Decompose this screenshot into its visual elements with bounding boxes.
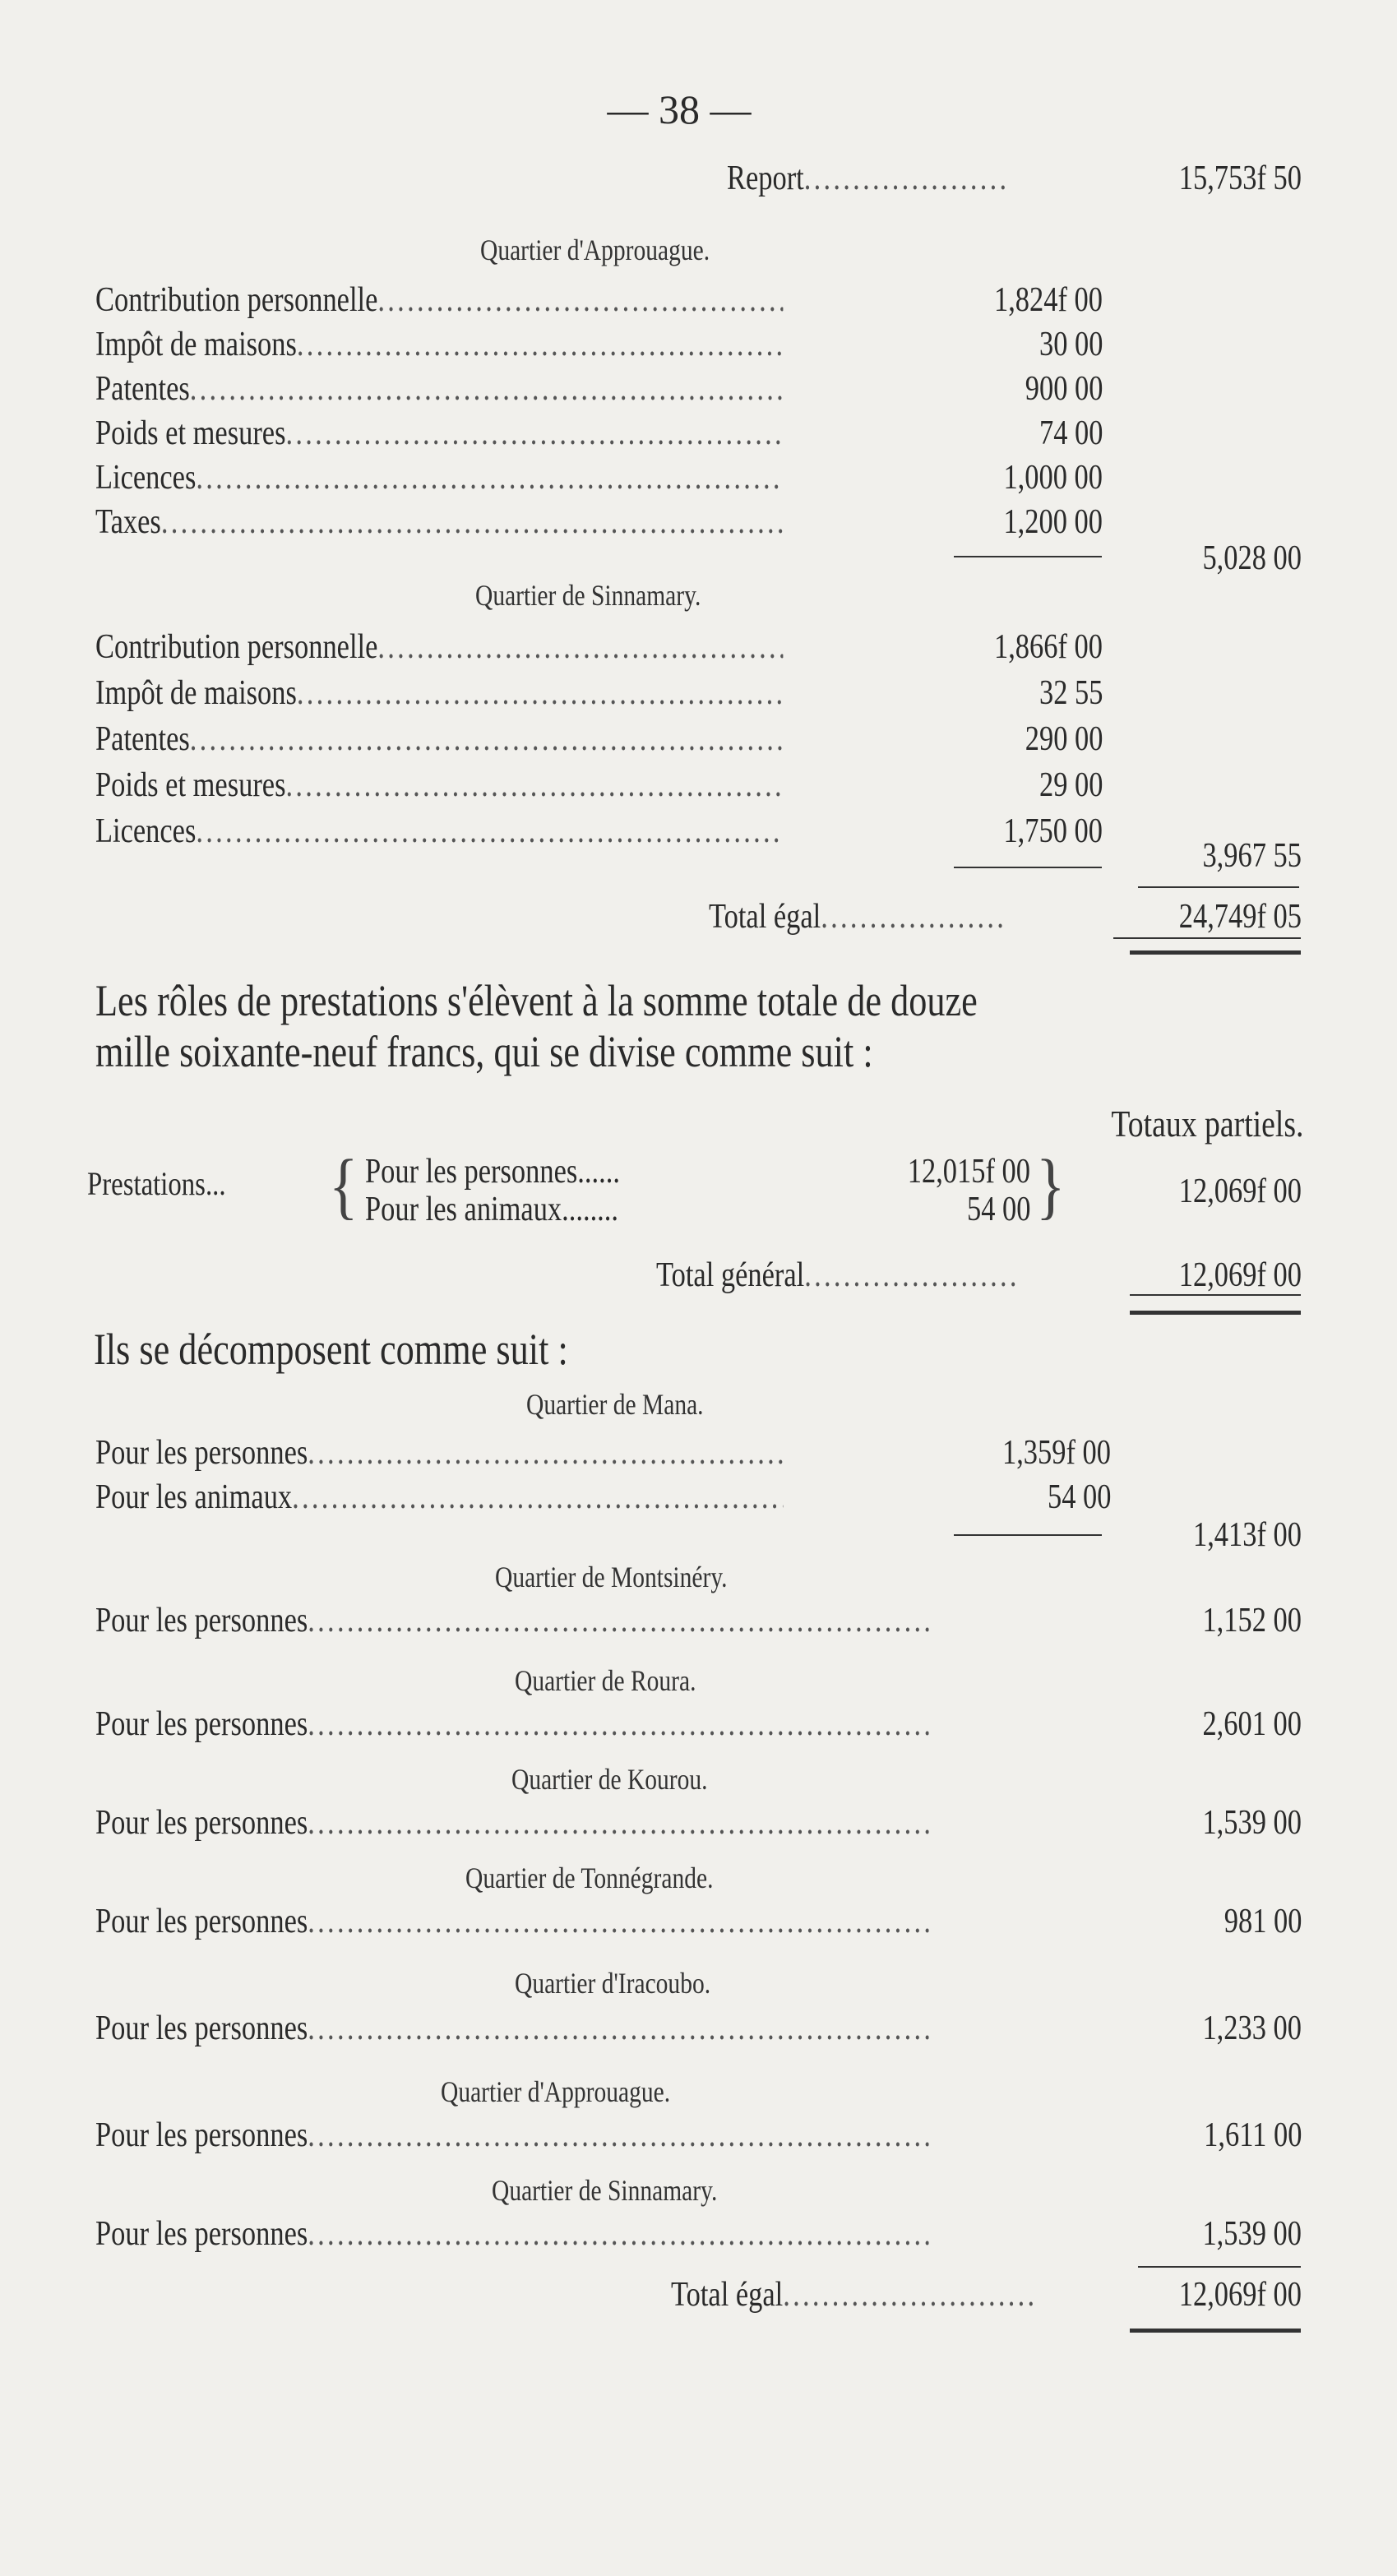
row-label: Pour les personnes	[95, 2215, 308, 2253]
section-title-iracoubo: Quartier d'Iracoubo.	[515, 1967, 711, 2000]
prestations-label: Prestations...	[87, 1165, 226, 1202]
row-label: Pour les personnes	[95, 2009, 308, 2047]
report-label: Report	[727, 160, 804, 197]
mana-amount-2: 54 00	[1047, 1478, 1111, 1516]
row-label: Contribution personnelle	[95, 281, 378, 319]
approuague-row-3	[95, 372, 783, 406]
total-label: Total égal	[709, 898, 821, 936]
mana-amount-1: 1,359f 00	[1001, 1434, 1111, 1472]
section-title-tonnegrande: Quartier de Tonnégrande.	[465, 1861, 714, 1894]
approuague-amount-3: 900 00	[1025, 370, 1103, 408]
row-label: Pour les personnes	[95, 1602, 308, 1639]
mana-row-1	[95, 1436, 783, 1470]
decomposent-heading: Ils se décomposent comme suit :	[94, 1325, 568, 1374]
row-label: Pour les personnes	[95, 1705, 308, 1743]
row-label: Pour les personnes	[95, 1903, 308, 1940]
section-title-sinnamary-2: Quartier de Sinnamary.	[492, 2174, 718, 2207]
montsinery-amount: 1,152 00	[1202, 1602, 1302, 1639]
mana-subtotal: 1,413f 00	[1192, 1516, 1302, 1554]
sinnamary-personnes-row	[95, 2217, 929, 2251]
section-title-approuague: Quartier d'Approuague.	[480, 234, 710, 266]
row-label: Taxes	[95, 503, 161, 541]
sinnamary-row-5	[95, 814, 783, 849]
total-double-underline-1	[1130, 950, 1301, 955]
prestations-row-2-amount: 54 00	[966, 1191, 1030, 1228]
approuague-amount-1: 1,824f 00	[993, 281, 1103, 319]
total-general-underline	[1130, 1294, 1301, 1296]
prestations-row-1-label: Pour les personnes......	[365, 1153, 620, 1191]
total-egal-amount-1: 24,749f 05	[1178, 898, 1302, 936]
sinnamary-row-2	[95, 676, 783, 710]
sinnamary-row-4	[95, 768, 783, 802]
prestations-total: 12,069f 00	[1178, 1172, 1302, 1210]
approuague-subtotal: 5,028 00	[1202, 539, 1302, 577]
mana-rule	[954, 1534, 1102, 1536]
row-label: Pour les personnes	[95, 1434, 308, 1472]
paragraph-line-1: Les rôles de prestations s'élèvent à la somme totale de douze	[95, 976, 978, 1025]
sinnamary-subtotal: 3,967 55	[1202, 837, 1302, 875]
sinnamary-amount-2: 32 55	[1038, 674, 1103, 712]
section-title-approuague-2: Quartier d'Approuague.	[441, 2075, 671, 2108]
tonnegrande-amount: 981 00	[1224, 1903, 1302, 1940]
approuague-amount-6: 1,200 00	[1003, 503, 1103, 541]
total-egal-amount-2: 12,069f 00	[1178, 2276, 1302, 2314]
roura-row	[95, 1707, 929, 1741]
total-general-label: Total général	[656, 1256, 805, 1294]
roura-amount: 2,601 00	[1202, 1705, 1302, 1743]
total-underline-1	[1113, 937, 1301, 939]
row-label: Licences	[95, 459, 197, 497]
row-label: Poids et mesures	[95, 414, 286, 452]
sinnamary-rule	[954, 867, 1102, 868]
total-general-amount: 12,069f 00	[1178, 1256, 1302, 1294]
row-label: Contribution personnelle	[95, 628, 378, 666]
report-line	[727, 161, 1010, 196]
total-rule-2	[1138, 2266, 1301, 2268]
total-label-2: Total égal	[671, 2276, 784, 2314]
row-label: Licences	[95, 812, 197, 850]
section-title-montsinery: Quartier de Montsinéry.	[495, 1561, 728, 1593]
approuague-row-2	[95, 327, 783, 362]
kourou-row	[95, 1806, 929, 1840]
total-egal-line-2	[671, 2278, 1035, 2312]
sinnamary-amount-5: 1,750 00	[1003, 812, 1103, 850]
subtotal-rule	[1138, 886, 1299, 888]
row-label: Poids et mesures	[95, 766, 286, 804]
prestations-brace-left: {	[329, 1145, 359, 1227]
total-egal-line-1	[709, 900, 1006, 934]
approuague-row-5	[95, 460, 783, 495]
report-amount: 15,753f 50	[1178, 160, 1302, 197]
total-general-double-underline	[1130, 1311, 1301, 1315]
iracoubo-amount: 1,233 00	[1202, 2009, 1302, 2047]
row-label: Pour les animaux	[95, 1478, 293, 1516]
approuague-rule	[954, 556, 1102, 557]
approuague-row-6	[95, 505, 783, 539]
row-label: Pour les personnes	[95, 1804, 308, 1842]
sinnamary-amount-4: 29 00	[1038, 766, 1103, 804]
sinnamary-row-1	[95, 630, 783, 664]
section-title-mana: Quartier de Mana.	[526, 1388, 704, 1421]
section-title-sinnamary: Quartier de Sinnamary.	[475, 579, 701, 612]
row-label: Impôt de maisons	[95, 326, 297, 363]
approuague-amount-4: 74 00	[1038, 414, 1103, 452]
sinnamary-amount-3: 290 00	[1025, 720, 1103, 758]
kourou-amount: 1,539 00	[1202, 1804, 1302, 1842]
mana-row-2	[95, 1480, 783, 1515]
section-title-kourou: Quartier de Kourou.	[511, 1763, 708, 1796]
section-title-roura: Quartier de Roura.	[515, 1664, 696, 1697]
sinnamary-amount-1: 1,866f 00	[993, 628, 1103, 666]
row-label: Impôt de maisons	[95, 674, 297, 712]
approuague-row-1	[95, 283, 783, 317]
prestations-row-2-label: Pour les animaux........	[365, 1191, 619, 1228]
page-number: — 38 —	[607, 86, 752, 132]
iracoubo-row	[95, 2011, 929, 2046]
approuague-amount-2: 30 00	[1038, 326, 1103, 363]
montsinery-row	[95, 1603, 929, 1638]
approuague-row-4	[95, 416, 783, 451]
approuague-amount-5: 1,000 00	[1003, 459, 1103, 497]
approuague-personnes-amount: 1,611 00	[1203, 2116, 1302, 2154]
row-label: Pour les personnes	[95, 2116, 308, 2154]
row-label: Patentes	[95, 370, 190, 408]
tonnegrande-row	[95, 1904, 929, 1939]
total-general-line	[656, 1258, 1020, 1293]
approuague-personnes-row	[95, 2118, 929, 2153]
sinnamary-personnes-amount: 1,539 00	[1202, 2215, 1302, 2253]
prestations-row-1-amount: 12,015f 00	[907, 1153, 1030, 1191]
prestations-brace-right: }	[1036, 1145, 1066, 1227]
sinnamary-row-3	[95, 722, 783, 756]
total-double-underline-2	[1130, 2329, 1301, 2333]
row-label: Patentes	[95, 720, 190, 758]
paragraph-line-2: mille soixante-neuf francs, qui se divise comme suit :	[95, 1027, 873, 1076]
totaux-partiels-heading: Totaux partiels.	[1110, 1103, 1303, 1145]
